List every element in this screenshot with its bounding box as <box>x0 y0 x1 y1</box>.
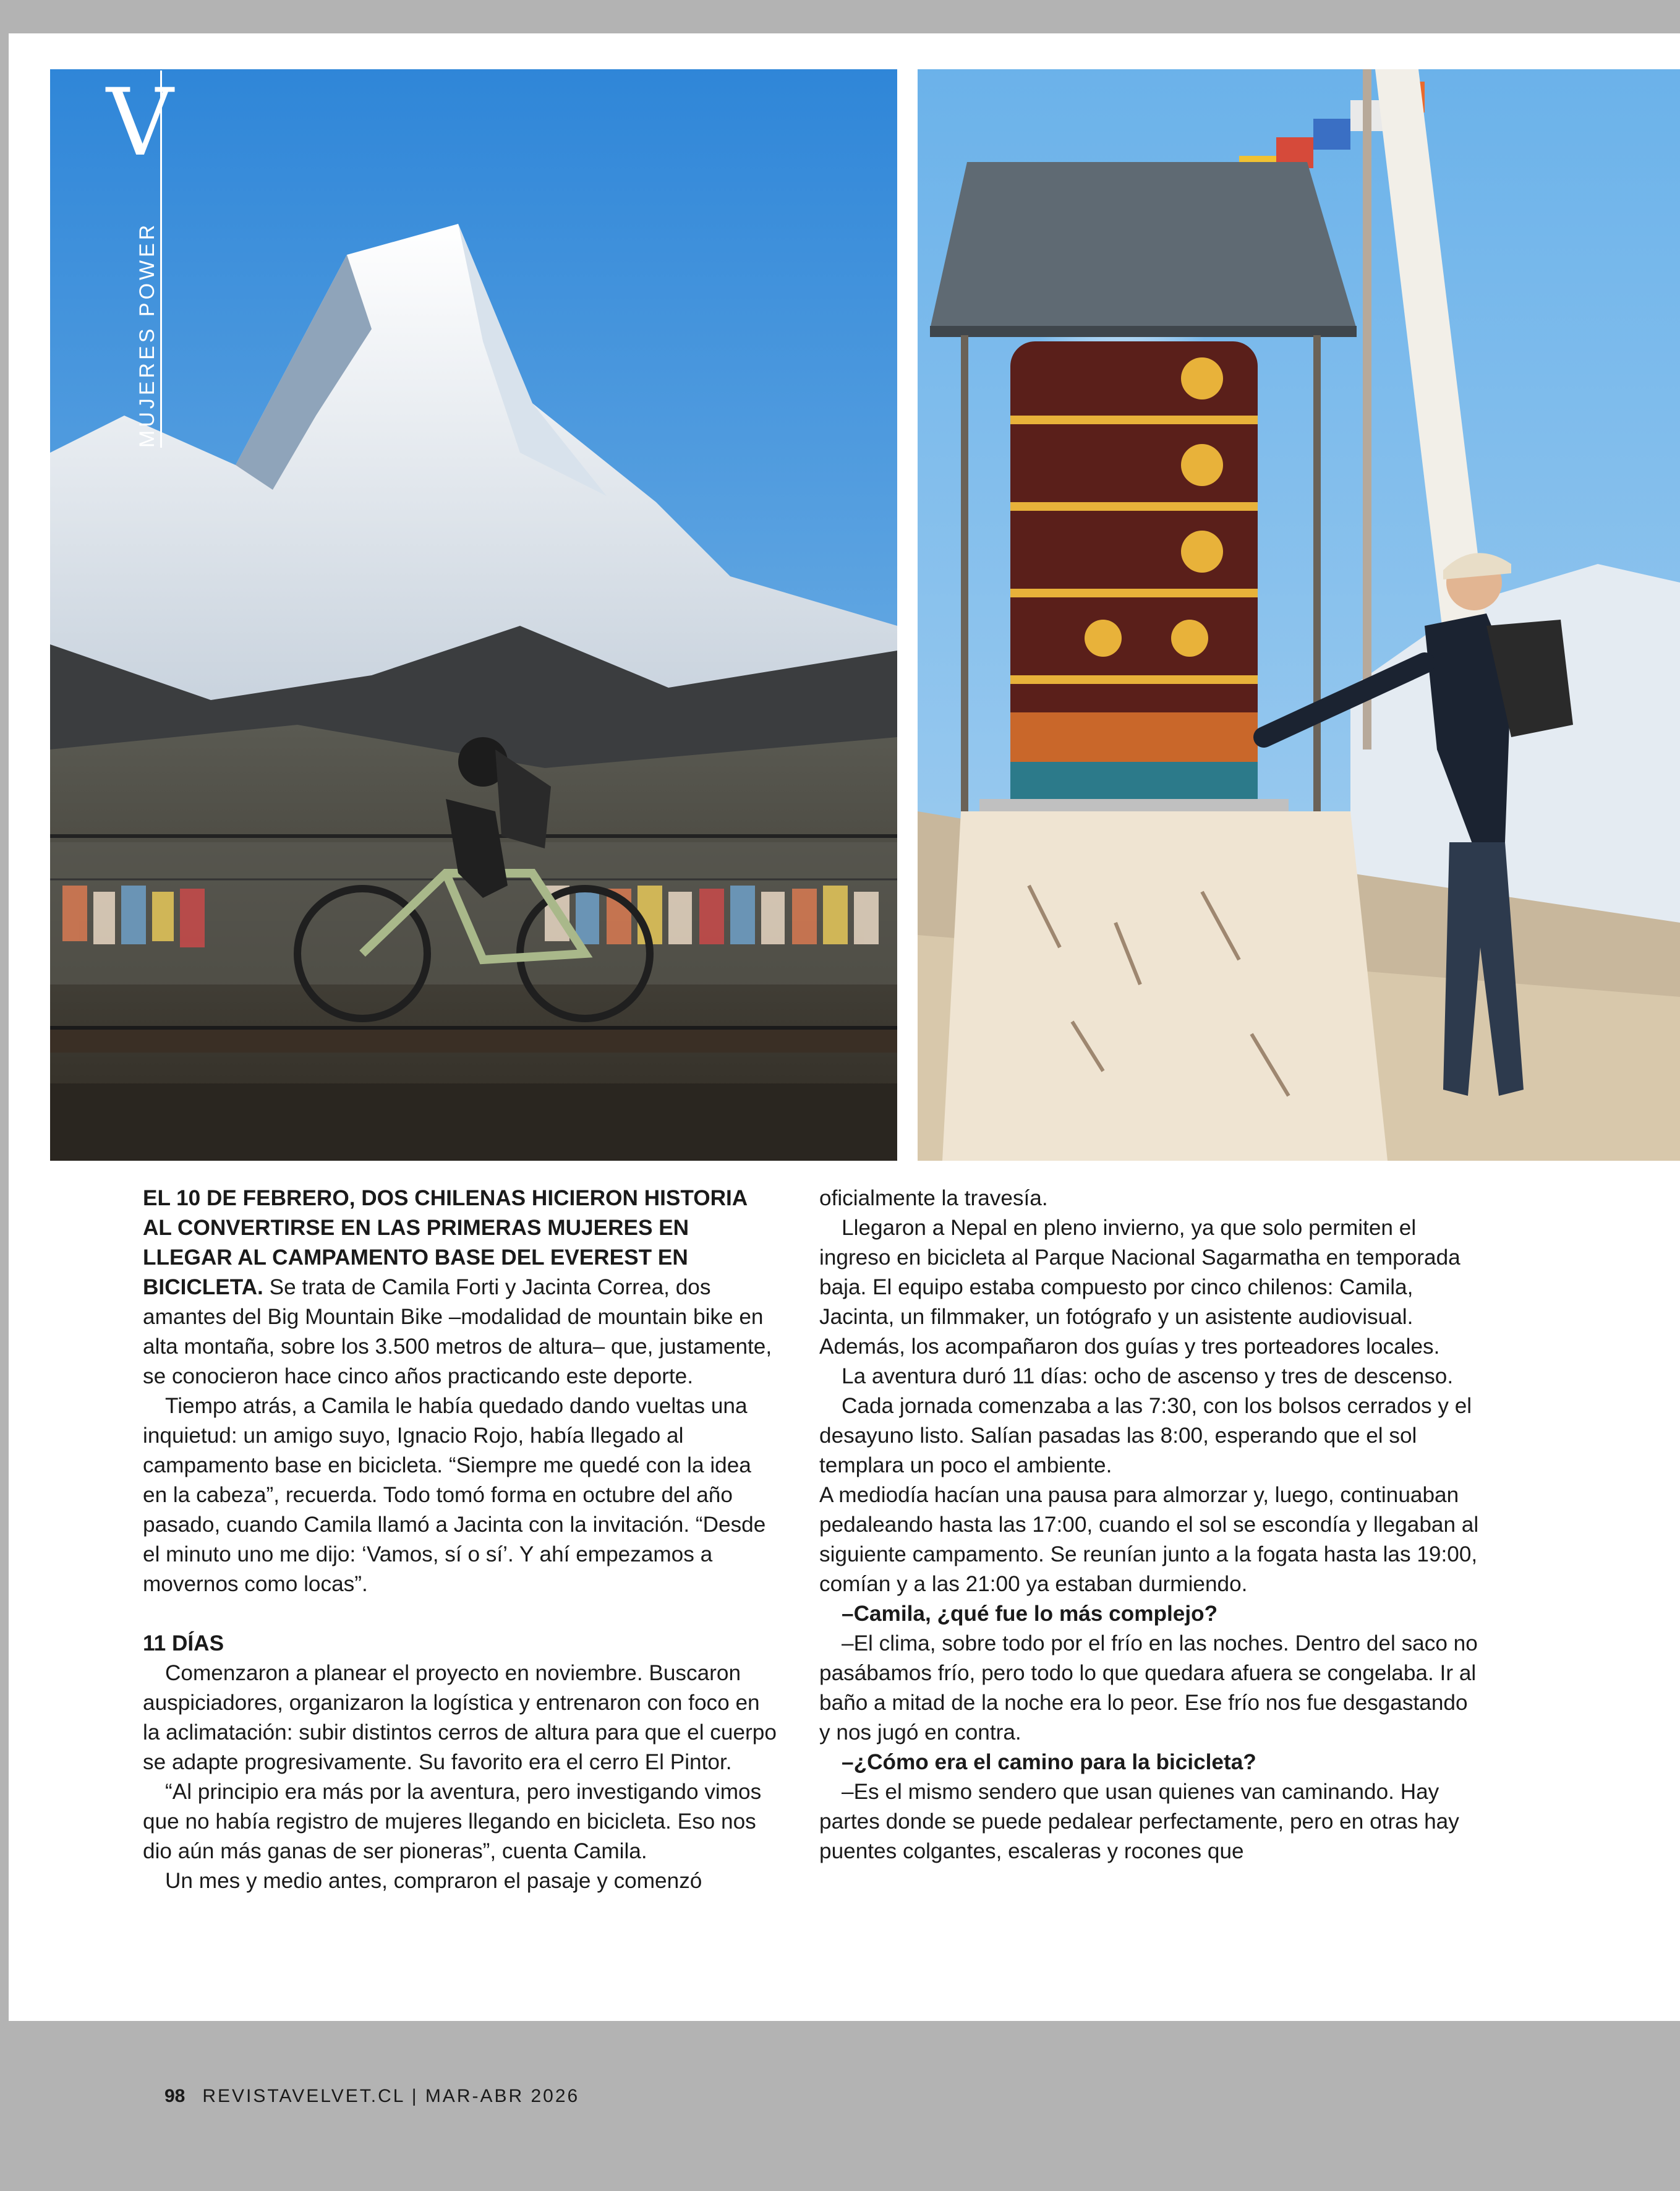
paragraph: Comenzaron a planear el proyecto en noviembre. Buscaron auspiciadores, organizaron la logística y entrenaron con foco en la aclimatación: subir distintos cerros de altura para que el cuerpo se adapte progresivamente. Su favorito era el cerro El Pintor. <box>143 1661 777 1774</box>
paragraph: La aventura duró 11 días: ocho de ascenso y tres de descenso. <box>842 1364 1454 1388</box>
publication-info: REVISTAVELVET.CL | MAR-ABR 2026 <box>202 2086 580 2106</box>
photo-biker-bridge <box>50 69 897 1161</box>
paragraph: “Al principio era más por la aventura, pero investigando vimos que no había registro de mujeres llegando en bicicleta. Eso nos dio aún más ganas de ser pioneras”, cuenta Camila. <box>143 1780 762 1863</box>
paragraph: Llegaron a Nepal en pleno invierno, ya que solo permiten el ingreso en bicicleta al Parque Nacional Sagarmatha en temporada baja. El equipo estaba compuesto por cinco chilenos: Camila, Jacinta, un filmmaker, un fotógrafo y un asistente audiovisual. Además, los acompañaron dos guías y tres porteadores locales. <box>819 1216 1460 1359</box>
lead-bold: EL 10 DE FEBRERO, DOS CHILENAS HICIERON HISTORIA AL CONVERTIRSE EN LAS PRIMERAS MUJERES EN LLEGAR AL CAMPAMENTO BASE DEL EVEREST EN BICICLETA. <box>143 1186 747 1299</box>
paragraph: Tiempo atrás, a Camila le había quedado dando vueltas una inquietud: un amigo suyo, Ignacio Rojo, había llegado al campamento base en bicicleta. “Siempre me quedé con la idea en la cabeza”, recuerda. Todo tomó forma en octubre del año pasado, cuando Camila llamó a Jacinta con la invitación. “Desde el minuto uno me dijo: ‘Vamos, sí o sí’. Y ahí empezamos a movernos como locas”. <box>143 1394 766 1596</box>
brand-logo: V <box>106 69 174 177</box>
article-column-right <box>819 1184 1481 1866</box>
subheading: 11 DÍAS <box>143 1631 224 1655</box>
interview-question: –Camila, ¿qué fue lo más complejo? <box>842 1602 1218 1626</box>
page-footer <box>164 2086 579 2107</box>
paragraph: Cada jornada comenzaba a las 7:30, con los bolsos cerrados y el desayuno listo. Salían pasadas las 8:00, esperando que el sol templara un poco el ambiente. <box>819 1394 1472 1477</box>
photo-prayer-wheel <box>918 69 1680 1161</box>
interview-answer: –Es el mismo sendero que usan quienes van caminando. Hay partes donde se puede pedalear perfectamente, pero en otras hay puentes colgantes, escaleras y rocones que <box>819 1780 1459 1863</box>
paragraph: oficialmente la travesía. <box>819 1186 1048 1210</box>
interview-answer: –El clima, sobre todo por el frío en las noches. Dentro del saco no pasábamos frío, pero todo lo que quedara afuera se congelaba. Ir al baño a mitad de la noche era lo peor. Ese frío nos fue desgastando y nos jugó en contra. <box>819 1631 1478 1745</box>
lead-paragraph <box>143 1184 780 1391</box>
lead-rest: Se trata de Camila Forti y Jacinta Correa, dos amantes del Big Mountain Bike –modalidad de mountain bike en alta montaña, sobre los 3.500 metros de altura– que, justamente, se conocieron hace cinco años practicando este deporte. <box>143 1275 772 1388</box>
section-label: MUJERES POWER <box>135 221 159 448</box>
paragraph: Un mes y medio antes, compraron el pasaje y comenzó <box>165 1869 702 1893</box>
paragraph: A mediodía hacían una pausa para almorzar y, luego, continuaban pedaleando hasta las 17:00, cuando el sol se escondía y llegaban al siguiente campamento. Se reunían junto a la fogata hasta las 19:00, comían y a las 21:00 ya estaban durmiendo. <box>819 1483 1479 1596</box>
article-column-left <box>143 1184 780 1896</box>
page-number: 98 <box>164 2086 185 2106</box>
interview-question: –¿Cómo era el camino para la bicicleta? <box>842 1750 1256 1774</box>
